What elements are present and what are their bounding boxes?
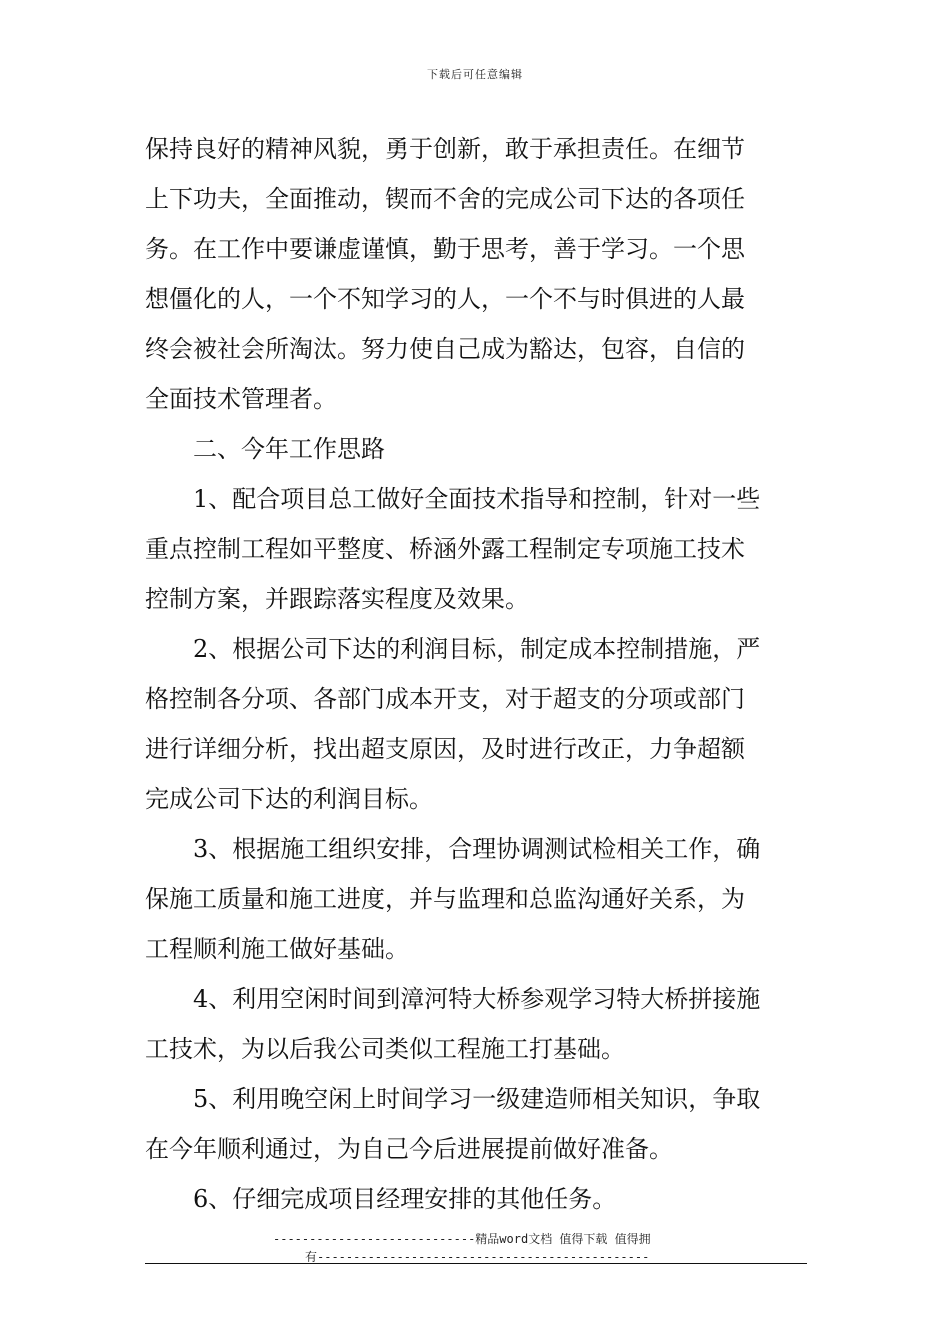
body-line: 终会被社会所淘汰。努力使自己成为豁达，包容，自信的 bbox=[145, 335, 745, 363]
body-line: 2、根据公司下达的利润目标，制定成本控制措施，严 bbox=[193, 635, 761, 663]
body-line: 保持良好的精神风貌，勇于创新，敢于承担责任。在细节 bbox=[145, 135, 745, 163]
body-line: 6、仔细完成项目经理安排的其他任务。 bbox=[193, 1185, 617, 1213]
body-line: 在今年顺利通过，为自己今后进展提前做好准备。 bbox=[145, 1135, 673, 1163]
page-header: 下载后可任意编辑 bbox=[427, 68, 523, 81]
body-line: 工程顺利施工做好基础。 bbox=[145, 935, 409, 963]
body-line: 保施工质量和施工进度，并与监理和总监沟通好关系，为 bbox=[145, 885, 745, 913]
document-body bbox=[145, 124, 811, 1224]
body-line: 4、利用空闲时间到漳河特大桥参观学习特大桥拼接施 bbox=[193, 985, 761, 1013]
body-line: 全面技术管理者。 bbox=[145, 385, 337, 413]
section-heading: 二、今年工作思路 bbox=[193, 435, 385, 463]
body-line: 工技术，为以后我公司类似工程施工打基础。 bbox=[145, 1035, 625, 1063]
body-line: 控制方案，并跟踪落实程度及效果。 bbox=[145, 585, 529, 613]
body-line: 格控制各分项、各部门成本开支，对于超支的分项或部门 bbox=[145, 685, 745, 713]
body-line: 5、利用晚空闲上时间学习一级建造师相关知识，争取 bbox=[193, 1085, 761, 1113]
body-line: 上下功夫，全面推动，锲而不舍的完成公司下达的各项任 bbox=[145, 185, 745, 213]
body-line: 重点控制工程如平整度、桥涵外露工程制定专项施工技术 bbox=[145, 535, 745, 563]
page-footer bbox=[145, 1230, 811, 1266]
body-line: 想僵化的人，一个不知学习的人，一个不与时俱进的人最 bbox=[145, 285, 745, 313]
footer-line: ----------------------------精品word文档 值得下载 值得拥 bbox=[273, 1232, 651, 1246]
body-line: 务。在工作中要谦虚谨慎，勤于思考，善于学习。一个思 bbox=[145, 235, 745, 263]
body-line: 1、配合项目总工做好全面技术指导和控制，针对一些 bbox=[193, 485, 761, 513]
body-line: 进行详细分析，找出超支原因，及时进行改正，力争超额 bbox=[145, 735, 745, 763]
footer-line: 有---------------------------------------------- bbox=[305, 1250, 650, 1264]
body-line: 3、根据施工组织安排，合理协调测试检相关工作，确 bbox=[193, 835, 761, 863]
body-line: 完成公司下达的利润目标。 bbox=[145, 785, 433, 813]
footer-divider bbox=[145, 1263, 807, 1264]
